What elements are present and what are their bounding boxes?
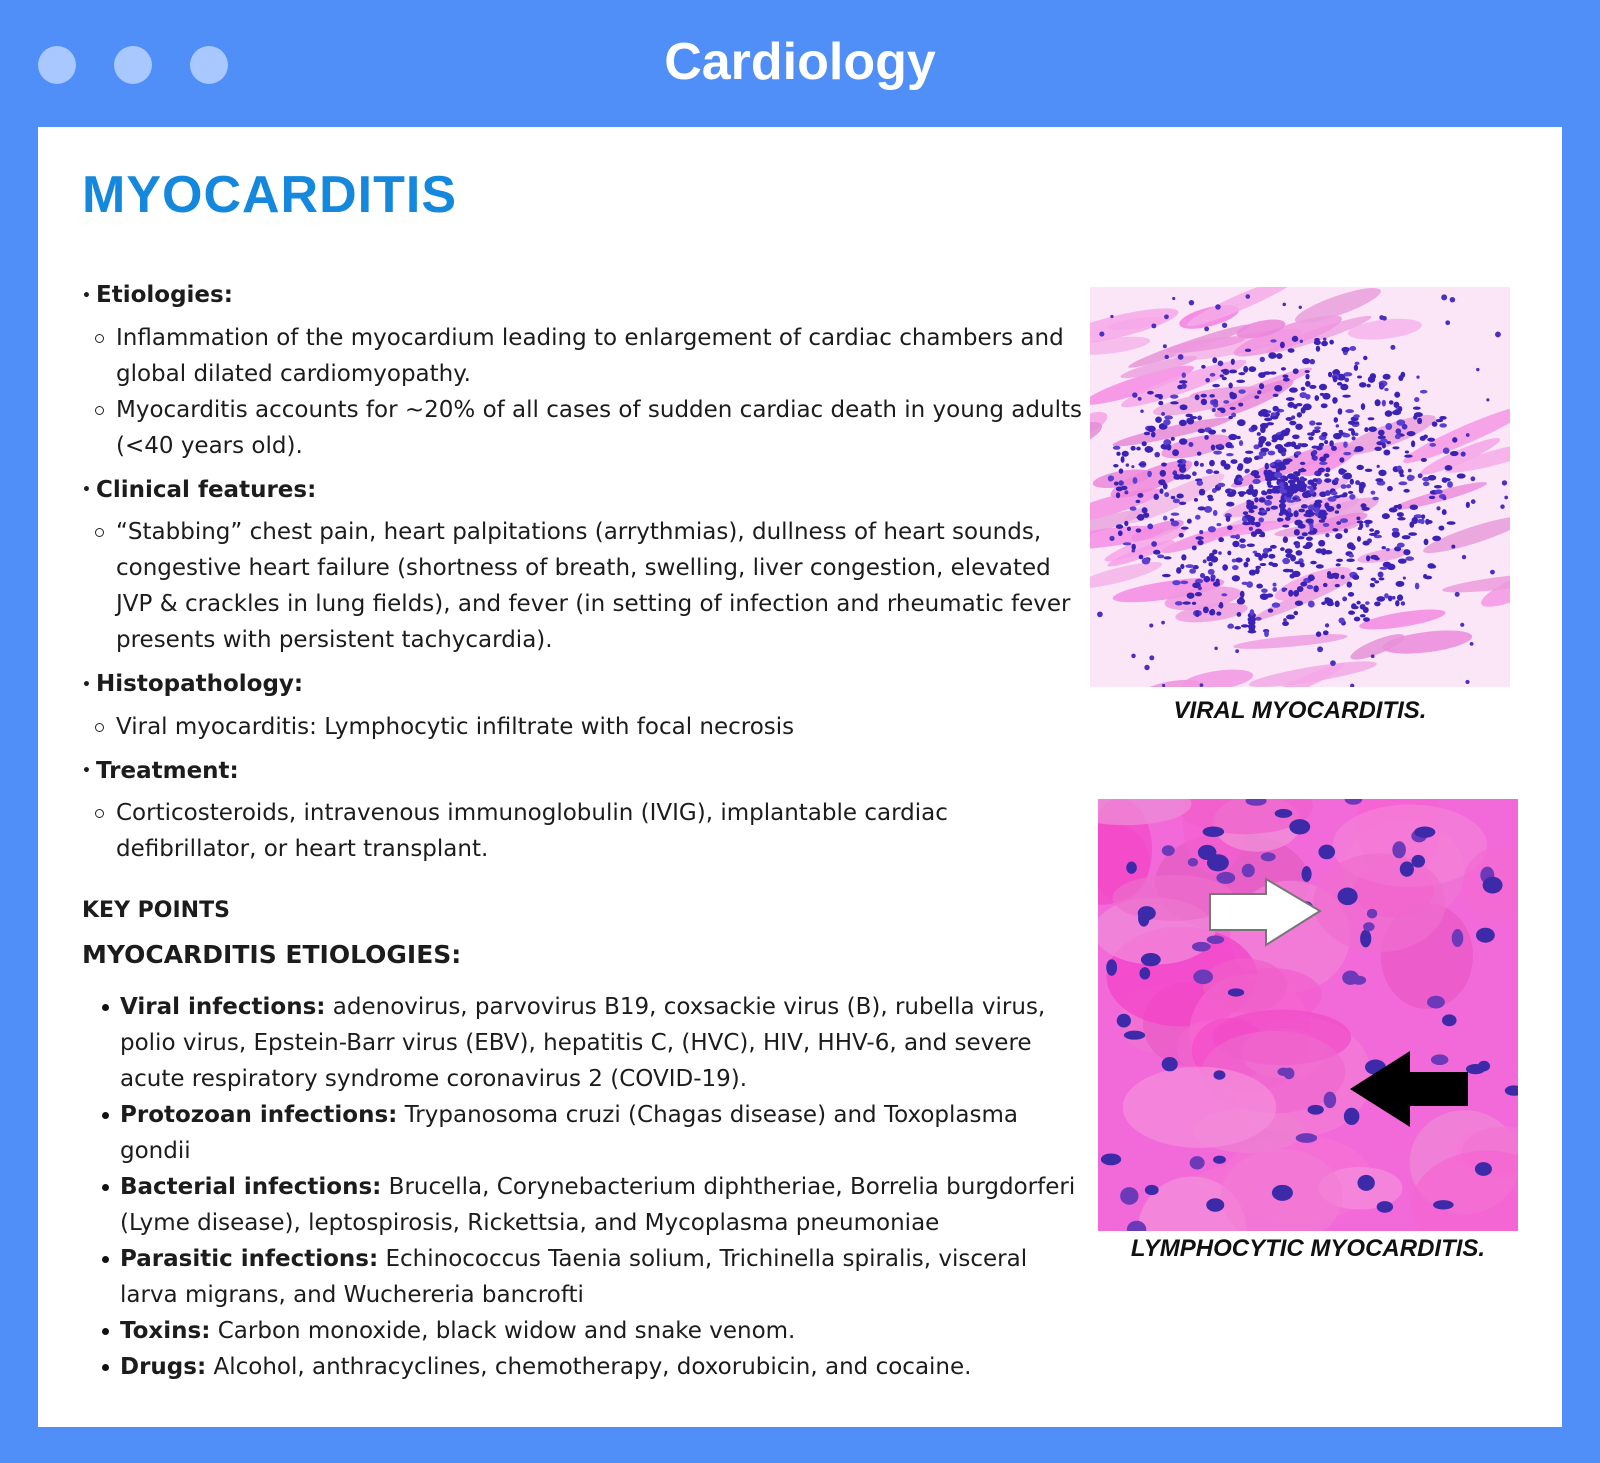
list-item: Corticosteroids, intravenous immunoglobulin (IVIG), implantable cardiac defibrillator, or heart transplant. (82, 795, 1082, 867)
etiology-term: Parasitic infections: (120, 1246, 379, 1272)
lymphocytic-myocarditis-micrograph (1098, 799, 1518, 1231)
bullet-icon: • (82, 287, 91, 304)
list-item: Inflammation of the myocardium leading to enlargement of cardiac chambers and global dilated cardiomyopathy. (82, 320, 1082, 392)
section-heading: Histopathology: (96, 671, 304, 697)
section-etiologies (82, 277, 1082, 464)
etiology-item (82, 1241, 1082, 1313)
etiology-item (82, 989, 1082, 1097)
etiology-term: Toxins: (120, 1318, 211, 1344)
document-sheet (38, 127, 1562, 1427)
etiology-text: adenovirus, parvovirus B19, coxsackie virus (B), rubella virus, polio virus, Epstein-Barr virus (EBV), hepatitis C, (HVC), HIV, HHV-6, and severe acute respiratory syndrome coronavirus 2 (COVID-19). (120, 994, 1046, 1092)
list-item: Myocarditis accounts for ~20% of all cases of sudden cardiac death in young adults (<40 years old). (82, 392, 1082, 464)
section-clinical-features (82, 472, 1082, 659)
etiology-text: Carbon monoxide, black widow and snake venom. (210, 1318, 796, 1344)
etiology-item (82, 1169, 1082, 1241)
etiology-term: Bacterial infections: (120, 1174, 382, 1200)
section-heading: Etiologies: (96, 282, 233, 308)
section-histopathology (82, 666, 1082, 745)
etiology-item (82, 1349, 1082, 1385)
etiology-list (82, 989, 1082, 1385)
etiology-text: Alcohol, anthracyclines, chemotherapy, doxorubicin, and cocaine. (206, 1354, 972, 1380)
lymphocytic-myocarditis-caption: LYMPHOCYTIC MYOCARDITIS. (1130, 1235, 1486, 1262)
bullet-icon: • (82, 763, 91, 779)
etiology-text: Brucella, Corynebacterium diphtheriae, Borrelia burgdorferi (Lyme disease), leptospirosis, Rickettsia, and Mycoplasma pneumoniae (120, 1174, 1076, 1236)
notes-column (82, 277, 1082, 1385)
bullet-icon: • (82, 482, 91, 498)
etiology-item (82, 1097, 1082, 1169)
etiology-item (82, 1313, 1082, 1349)
viral-myocarditis-caption: VIRAL MYOCARDITIS. (1173, 697, 1427, 724)
window-title: Cardiology (664, 33, 936, 91)
viral-myocarditis-micrograph (1090, 287, 1510, 687)
page-title: MYOCARDITIS (82, 166, 457, 224)
section-treatment (82, 753, 1082, 868)
bullet-icon: • (82, 676, 91, 693)
list-item: Viral myocarditis: Lymphocytic infiltrate with focal necrosis (82, 709, 1082, 745)
window-titlebar (0, 0, 1600, 127)
etiology-text: Echinococcus Taenia solium, Trichinella spiralis, visceral larva migrans, and Wuchereria bancrofti (120, 1246, 1028, 1308)
etiology-term: Viral infections: (120, 994, 326, 1020)
key-points-label: KEY POINTS (82, 898, 230, 923)
list-item: “Stabbing” chest pain, heart palpitations (arrythmias), dullness of heart sounds, congestive heart failure (shortness of breath, swelling, liver congestion, elevated JVP & crackles in lung fields), and fever (in setting of infection and rheumatic fever presents with persistent tachycardia). (82, 514, 1082, 658)
section-heading: Treatment: (96, 757, 239, 784)
etiology-term: Protozoan infections: (120, 1102, 398, 1128)
section-heading: Clinical features: (96, 476, 317, 503)
etiology-term: Drugs: (120, 1354, 207, 1380)
key-points-heading: MYOCARDITIS ETIOLOGIES: (82, 940, 462, 969)
etiology-text: Trypanosoma cruzi (Chagas disease) and Toxoplasma gondii (120, 1102, 1018, 1164)
